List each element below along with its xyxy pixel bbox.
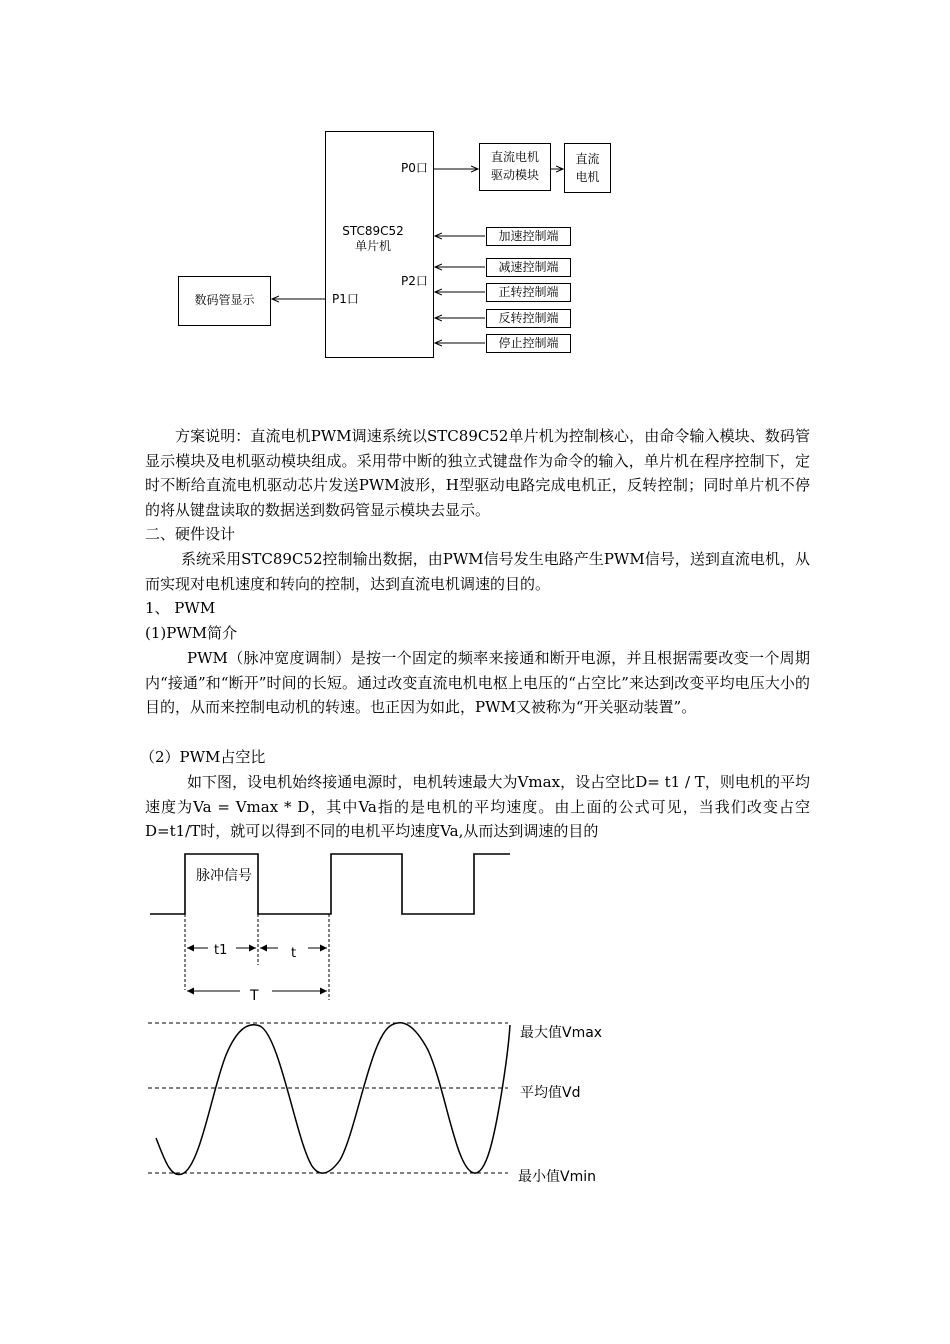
p2-label: P2口 xyxy=(401,274,428,288)
driver-label: 直流电机 驱动模块 xyxy=(490,150,539,182)
max-value-label: 最大值Vmax xyxy=(520,1025,603,1041)
p0-label: P0口 xyxy=(401,161,428,175)
control-label-accelerate: 加速控制端 xyxy=(498,229,559,243)
control-label-decelerate: 减速控制端 xyxy=(498,260,559,274)
p1-label: P1口 xyxy=(332,292,359,306)
display-label: 数码管显示 xyxy=(194,293,255,307)
T-label: T xyxy=(250,988,259,1004)
pulse-signal-label: 脉冲信号 xyxy=(196,868,252,884)
t-label: t xyxy=(291,946,297,961)
min-value-label: 最小值Vmin xyxy=(518,1169,596,1185)
duty-cycle-paragraph: 如下图，设电机始终接通电源时，电机转速最大为Vmax，设占空比D= t1 / T，则电机的平均速度为Va = Vmax * D，其中Va指的是电机的平均速度。由上面的公式可见，当我们改变占空D=t1/T时，就可以得到不同的电机平均速度Va,从而达到调速的目的 xyxy=(145,773,810,840)
mcu-label: STC89C52 单片机 xyxy=(342,224,404,253)
pwm-square-wave xyxy=(150,854,510,914)
pwm-intro-paragraph: PWM（脉冲宽度调制）是按一个固定的频率来接通和断开电源，并且根据需要改变一个周期内“接通”和“断开”时间的长短。通过改变直流电机电枢上电压的“占空比”来达到改变平均电压大小的目的，从而来控制电动机的转速。也正因为如此，PWM又被称为“开关驱动装置”。 xyxy=(145,649,810,716)
speed-curve xyxy=(156,1023,510,1175)
control-label-reverse: 反转控制端 xyxy=(498,311,559,325)
control-label-forward: 正转控制端 xyxy=(498,285,559,299)
subheading-pwm-intro: (1)PWM简介 xyxy=(145,624,238,642)
avg-value-label: 平均值Vd xyxy=(520,1085,581,1101)
subheading-pwm: 1、 PWM xyxy=(145,599,216,617)
motor-label: 直流 电机 xyxy=(575,152,600,184)
control-label-stop: 停止控制端 xyxy=(498,336,559,350)
block-diagram-connectors xyxy=(0,0,950,380)
hardware-paragraph: 系统采用STC89C52控制输出数据，由PWM信号发生电路产生PWM信号，送到直流电机，从而实现对电机速度和转向的控制，达到直流电机调速的目的。 xyxy=(145,550,810,593)
scheme-description: 方案说明：直流电机PWM调速系统以STC89C52单片机为控制核心，由命令输入模块、数码管显示模块及电机驱动模块组成。采用带中断的独立式键盘作为命令的输入，单片机在程序控制下，定时不断给直流电机驱动芯片发送PWM波形，H型驱动电路完成电机正，反转控制；同时单片机不停的将从键盘读取的数据送到数码管显示模块去显示。 xyxy=(145,427,810,519)
pwm-figure xyxy=(0,840,950,1200)
t1-label: t1 xyxy=(214,943,228,958)
subheading-duty-cycle: （2）PWM占空比 xyxy=(140,748,266,766)
section-heading-hardware: 二、硬件设计 xyxy=(145,525,236,543)
